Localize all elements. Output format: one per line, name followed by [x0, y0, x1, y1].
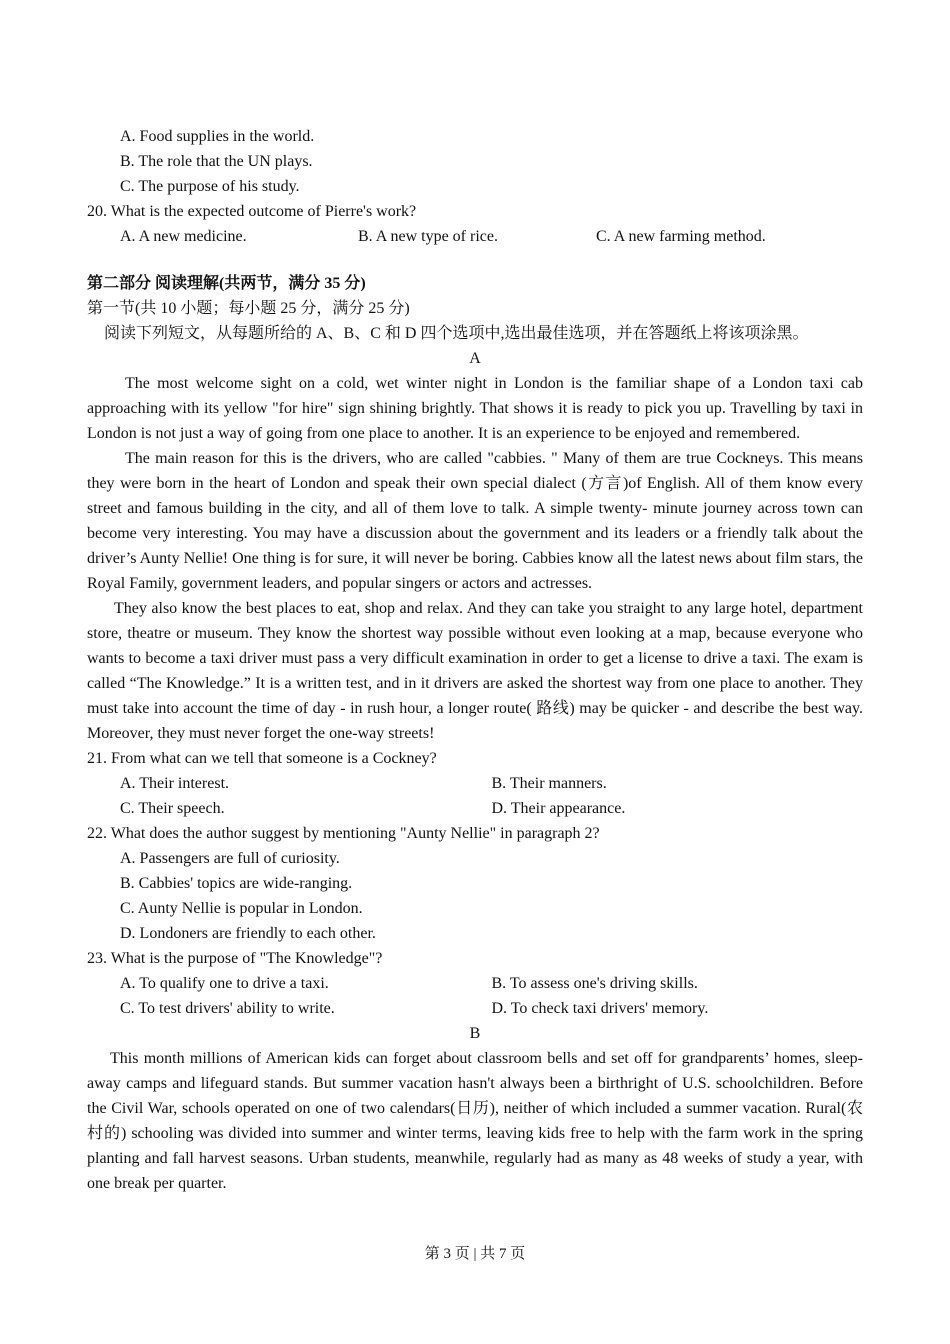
q20-option-a: A. A new medicine. [120, 228, 247, 245]
q22-option-b: B. Cabbies' topics are wide-ranging. [120, 875, 353, 892]
passage-a-paragraph: The main reason for this is the drivers, who are called "cabbies. " Many of them are true Cockneys. This means they were born in the heart of London and speak their own special dialect (方言)of English. All of them know every street and famous building in the city, and all of them love to talk. A simple twenty- minute journey across town can become very interesting. You may have a discussion about the government and its leaders or a friendly talk about the driver’s Aunty Nellie! One thing is for sure, it will never be boring. Cabbies know all the latest news about film stars, the Royal Family, government leaders, and popular singers or actors and actresses. [87, 450, 863, 592]
q20-options [87, 224, 863, 249]
q21-option-b: B. Their manners. [491, 775, 607, 792]
q23-option-a: A. To qualify one to drive a taxi. [120, 975, 329, 992]
q21-options-row-1 [87, 771, 863, 796]
q23-option-b: B. To assess one's driving skills. [491, 975, 698, 992]
q20-stem: 20. What is the expected outcome of Pierre's work? [87, 203, 417, 220]
q23-stem: 23. What is the purpose of "The Knowledge"? [87, 950, 383, 967]
passage-a-label: A [469, 350, 481, 367]
q19-option-a: A. Food supplies in the world. [120, 128, 315, 145]
q21-stem: 21. From what can we tell that someone is a Cockney? [87, 750, 437, 767]
q23-options-row-1 [87, 971, 863, 996]
section-title: 第二部分 阅读理解(共两节，满分 35 分) [87, 275, 366, 292]
q23-option-d: D. To check taxi drivers' memory. [491, 1000, 709, 1017]
q21-option-d: D. Their appearance. [491, 800, 626, 817]
q22-stem: 22. What does the author suggest by mentioning "Aunty Nellie" in paragraph 2? [87, 825, 600, 842]
q23-option-c: C. To test drivers' ability to write. [120, 1000, 335, 1017]
passage-b-paragraph: This month millions of American kids can forget about classroom bells and set off for grandparents’ homes, sleep-away camps and lifeguard stands. But summer vacation hasn't always been a birthright of U.S. schoolchildren. Before the Civil War, schools operated on one of two calendars(日历), neither of which included a summer vacation. Rural(农村的) schooling was divided into summer and winter terms, leaving kids free to help with the farm work in the spring planting and fall harvest seasons. Urban students, meanwhile, regularly had as many as 48 weeks of study a year, with one break per quarter. [87, 1050, 863, 1192]
q21-option-a: A. Their interest. [120, 775, 230, 792]
q22-option-d: D. Londoners are friendly to each other. [120, 925, 376, 942]
q20-option-c: C. A new farming method. [596, 228, 766, 245]
passage-b-label: B [469, 1025, 481, 1042]
section-subtitle: 第一节(共 10 小题；每小题 25 分，满分 25 分) [87, 300, 410, 317]
q19-option-c: C. The purpose of his study. [120, 178, 300, 195]
q21-options-row-2 [87, 796, 863, 821]
q22-option-a: A. Passengers are full of curiosity. [120, 850, 340, 867]
q22-option-c: C. Aunty Nellie is popular in London. [120, 900, 363, 917]
passage-a-paragraph: They also know the best places to eat, shop and relax. And they can take you straight to any large hotel, department store, theatre or museum. They know the shortest way possible without even looking at a map, because everyone who wants to become a taxi driver must pass a very difficult examination in order to get a license to drive a taxi. The exam is called “The Knowledge.” It is a written test, and in it drivers are asked the shortest way from one place to another. They must take into account the time of day - in rush hour, a longer route( 路线) may be quicker - and describe the best way. Moreover, they must never forget the one-way streets! [87, 600, 863, 742]
exam-page [87, 124, 863, 1196]
q21-option-c: C. Their speech. [120, 800, 225, 817]
q20-option-b: B. A new type of rice. [358, 228, 498, 245]
q23-options-row-2 [87, 996, 863, 1021]
section-instruction: 阅读下列短文，从每题所给的 A、B、C 和 D 四个选项中,选出最佳选项，并在答题纸上将该项涂黑。 [104, 325, 809, 342]
page-footer: 第 3 页 | 共 7 页 [424, 1246, 526, 1262]
q19-option-b: B. The role that the UN plays. [120, 153, 313, 170]
passage-a-paragraph: The most welcome sight on a cold, wet winter night in London is the familiar shape of a London taxi cab approaching with its yellow "for hire" sign shining brightly. That shows it is ready to pick you up. Travelling by taxi in London is not just a way of going from one place to another. It is an experience to be enjoyed and remembered. [87, 375, 863, 442]
